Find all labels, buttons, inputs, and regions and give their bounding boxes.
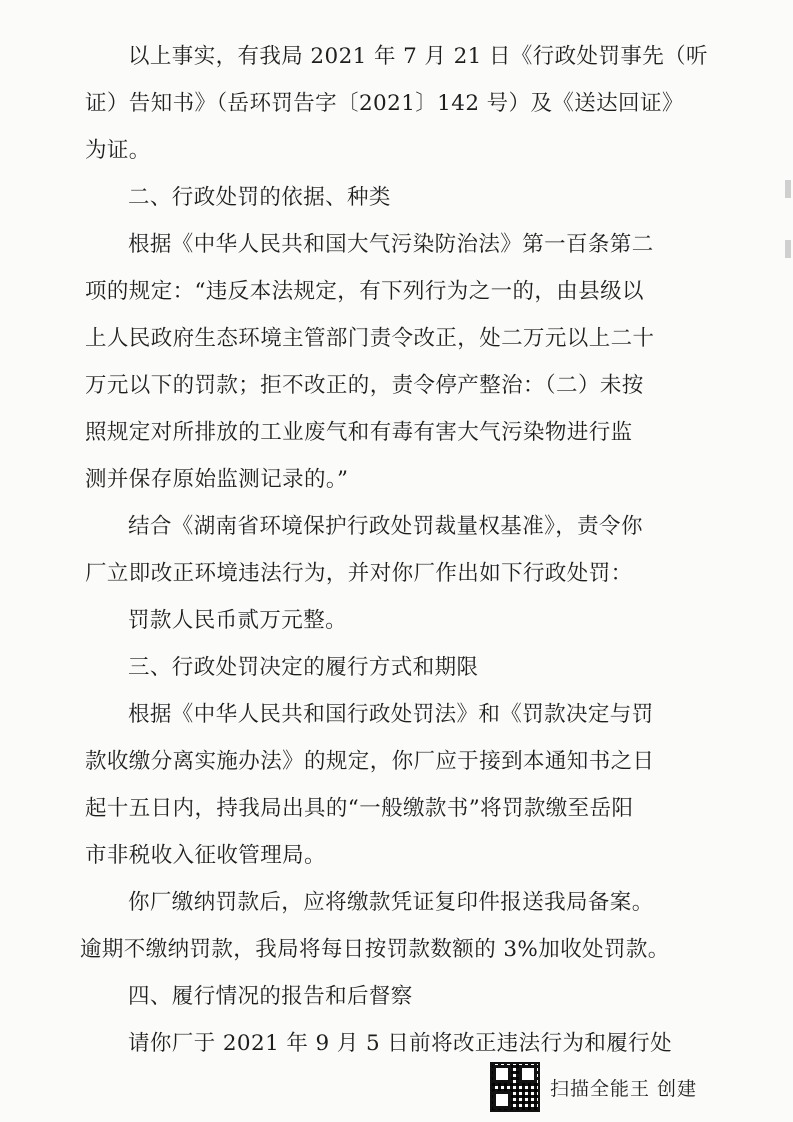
text-line: 罚款人民币贰万元整。 (128, 608, 348, 633)
text-line: 以上事实，有我局 2021 年 7 月 21 日《行政处罚事先（听 (128, 44, 708, 69)
scanner-watermark (490, 1060, 720, 1114)
text-line: 请你厂于 2021 年 9 月 5 日前将改正违法行为和履行处 (128, 1031, 672, 1056)
section-heading: 三、行政处罚决定的履行方式和期限 (128, 655, 479, 680)
text-line: 上人民政府生态环境主管部门责令改正，处二万元以上二十 (85, 326, 655, 351)
text-line: 逾期不缴纳罚款，我局将每日按罚款数额的 3%加收处罚款。 (80, 937, 670, 962)
scan-edge-mark (785, 240, 791, 258)
text-line: 测并保存原始监测记录的。” (85, 467, 349, 492)
text-line: 项的规定：“违反本法规定，有下列行为之一的，由县级以 (85, 279, 644, 304)
text-line: 照规定对所排放的工业废气和有毒有害大气污染物进行监 (85, 420, 633, 445)
text-line: 你厂缴纳罚款后，应将缴款凭证复印件报送我局备案。 (128, 890, 654, 915)
qr-code-icon (490, 1062, 540, 1112)
text-line: 结合《湖南省环境保护行政处罚裁量权基准》，责令你 (128, 514, 643, 539)
scanner-brand-label: 扫描全能王 创建 (550, 1077, 698, 1100)
text-line: 厂立即改正环境违法行为，并对你厂作出如下行政处罚： (85, 561, 633, 586)
scan-edge-mark (785, 180, 791, 198)
text-line: 为证。 (85, 138, 151, 163)
text-line: 证）告知书》（岳环罚告字〔2021〕142 号）及《送达回证》 (85, 91, 684, 116)
text-line: 市非税收入征收管理局。 (85, 843, 326, 868)
text-line: 起十五日内，持我局出具的“一般缴款书”将罚款缴至岳阳 (85, 796, 634, 821)
text-line: 款收缴分离实施办法》的规定，你厂应于接到本通知书之日 (85, 749, 655, 774)
section-heading: 二、行政处罚的依据、种类 (128, 185, 391, 210)
section-heading: 四、履行情况的报告和后督察 (128, 984, 413, 1009)
text-line: 万元以下的罚款；拒不改正的，责令停产整治：（二）未按 (85, 373, 644, 398)
text-line: 根据《中华人民共和国行政处罚法》和《罚款决定与罚 (128, 702, 654, 727)
text-line: 根据《中华人民共和国大气污染防治法》第一百条第二 (128, 232, 654, 257)
